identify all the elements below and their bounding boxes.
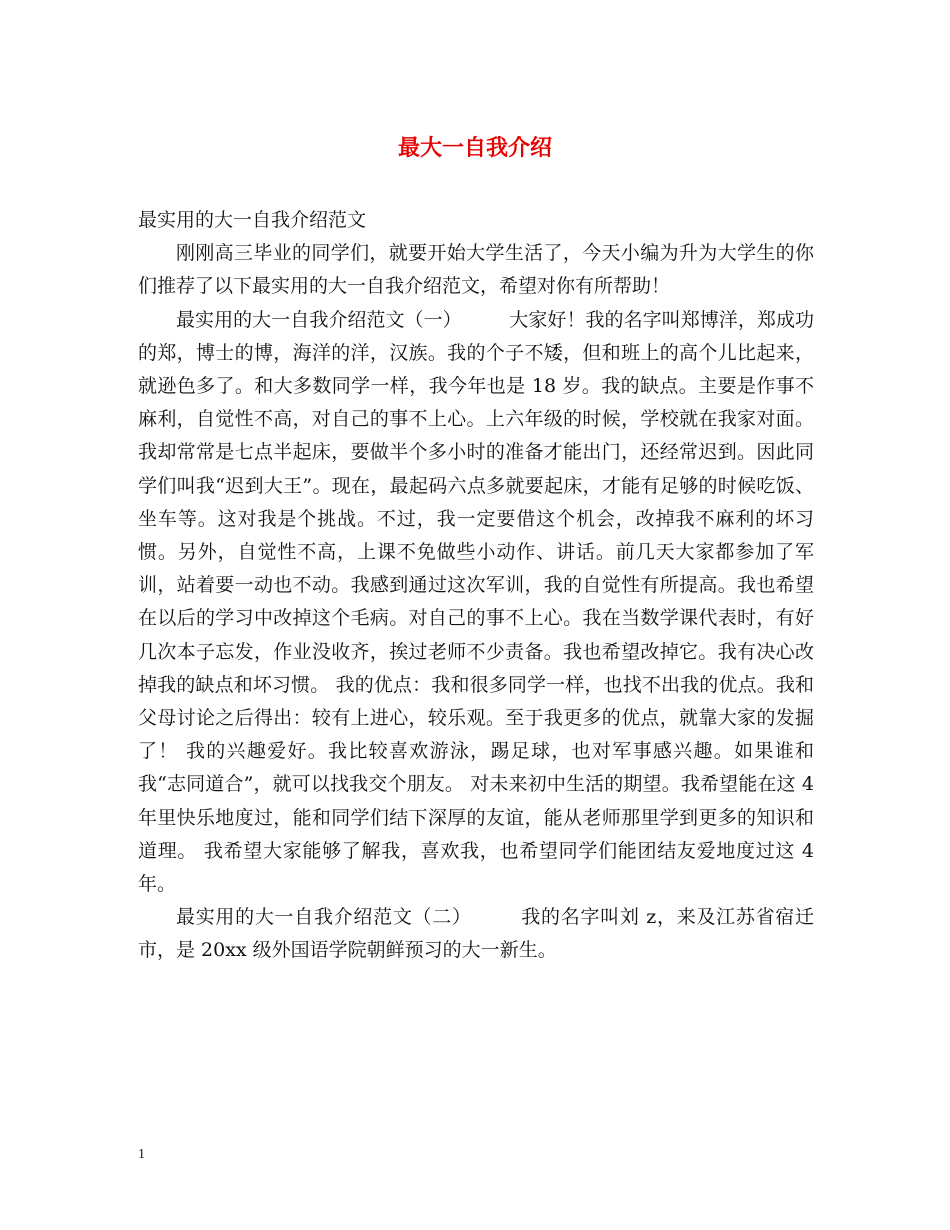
intro-paragraph: 刚刚高三毕业的同学们，就要开始大学生活了，今天小编为升为大学生的你们推荐了以下最实用的大一自我介绍范文，希望对你有所帮助！ [138,242,814,298]
document-title: 最大一自我介绍 [397,135,552,161]
sample-one-paragraph: 最实用的大一自我介绍范文（一） 大家好！我的名字叫郑博洋，郑成功的郑，博士的博，海洋的洋，汉族。我的个子不矮，但和班上的高个儿比起来，就逊色多了。和大多数同学一样，我今年也是 18 岁。我的缺点。主要是作事不麻利，自觉性不高，对自己的事不上心。上六年级的时候，学校就在我家对面。我却常常是七点半起床，要做半个多小时的准备才能出门，还经常迟到。因此同学们叫我“迟到大王”。现在，最起码六点多就要起床，才能有足够的时候吃饭、坐车等。这对我是个挑战。不过，我一定要借这个机会，改掉我不麻利的坏习惯。另外，自觉性不高，上课不免做些小动作、讲话。前几天大家都参加了军训，站着要一动也不动。我感到通过这次军训，我的自觉性有所提高。我也希望在以后的学习中改掉这个毛病。对自己的事不上心。我在当数学课代表时，有好几次本子忘发，作业没收齐，挨过老师不少责备。我也希望改掉它。我有决心改掉我的缺点和坏习惯。 我的优点：我和很多同学一样，也找不出我的优点。我和父母讨论之后得出：较有上进心，较乐观。至于我更多的优点，就靠大家的发掘了！ 我的兴趣爱好。我比较喜欢游泳，踢足球，也对军事感兴趣。如果谁和我“志同道合”，就可以找我交个朋友。 对未来初中生活的期望。我希望能在这 4 年里快乐地度过，能和同学们结下深厚的友谊，能从老师那里学到更多的知识和道理。 我希望大家能够了解我，喜欢我，也希望同学们能团结友爱地度过这 4 年。 [138,308,814,896]
sample-two-paragraph: 最实用的大一自我介绍范文（二） 我的名字叫刘 z，来及江苏省宿迁市，是 20xx 级外国语学院朝鲜预习的大一新生。 [138,906,814,962]
document-body [138,204,814,968]
page-number: 1 [138,1147,145,1162]
subtitle-paragraph: 最实用的大一自我介绍范文 [138,209,367,231]
